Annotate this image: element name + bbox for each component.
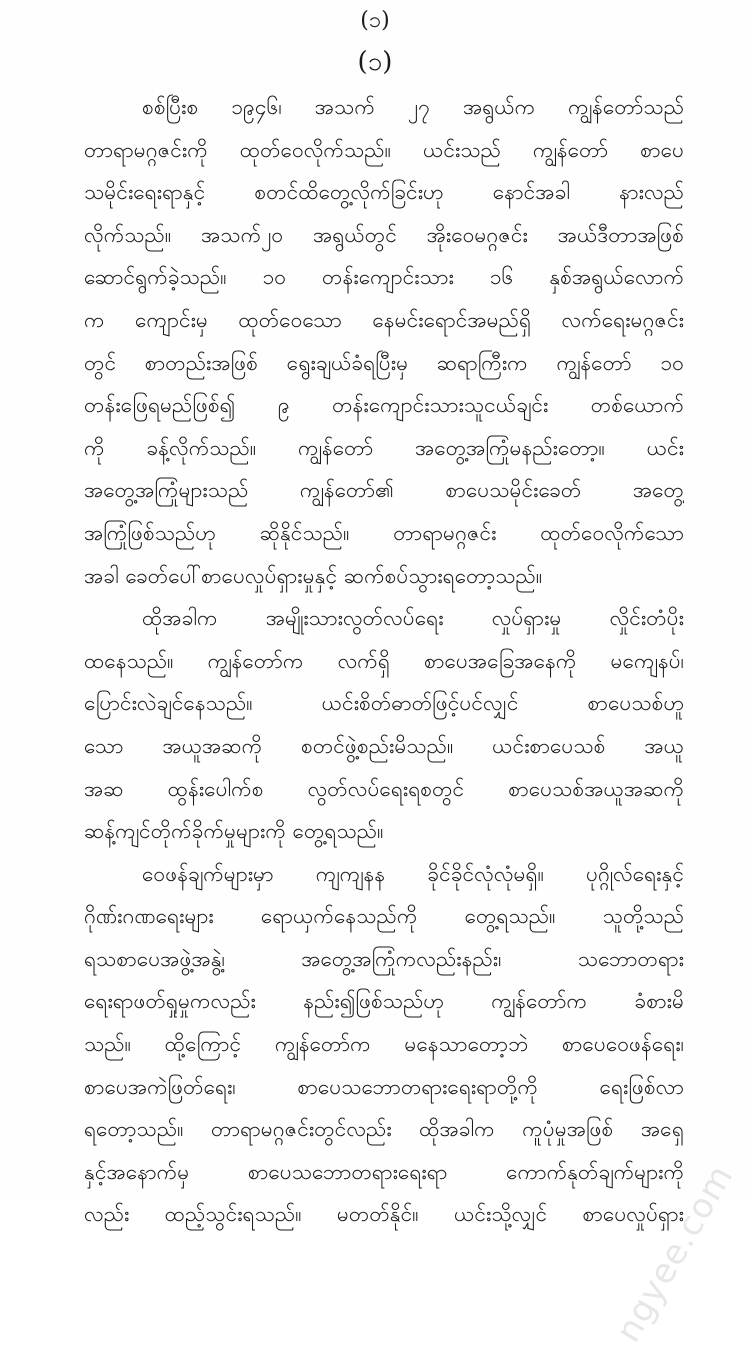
text-line: အတွေ့အကြုံများသည် ကျွန်တော်၏ စာပေသမိုင်းခေတ် အတွေ့: [84, 478, 684, 503]
text-line: နှင့်အနောက်မှ စာပေသဘောတရားရေးရာ ကောက်နုတ်ချက်များကို: [84, 1159, 684, 1184]
text-line: ရသစာပေအဖွဲ့အနွဲ့၊ အတွေ့အကြုံကလည်းနည်း၊ သဘောတရား: [84, 946, 684, 971]
page-number: (၁): [360, 8, 390, 33]
text-line: လိုက်သည်။ အသက်၂၀ အရွယ်တွင် အိုးဝေမဂ္ဂဇင်း အယ်ဒီတာအဖြစ်: [84, 222, 684, 247]
text-line: ဆန့်ကျင်တိုက်ခိုက်မှုများကို တွေ့ရသည်။: [84, 819, 384, 844]
text-line: လည်း ထည့်သွင်းရသည်။ မတတ်နိုင်။ ယင်းသို့လျှင် စာပေလှုပ်ရှား: [84, 1202, 684, 1227]
text-line: အကြုံဖြစ်သည်ဟု ဆိုနိုင်သည်။ တာရာမဂ္ဂဇင်း ထုတ်ဝေလိုက်သော: [84, 520, 684, 545]
text-line: တန်းဖြေရမည်ဖြစ်၍ ၉ တန်းကျောင်းသားသူငယ်ချင်း တစ်ယောက်: [84, 393, 684, 418]
text-line: ထနေသည်။ ကျွန်တော်က လက်ရှိ စာပေအခြေအနေကို မကျေနပ်၊: [84, 648, 684, 673]
text-line: ဆောင်ရွက်ခဲ့သည်။ ၁၀ တန်းကျောင်းသား ၁၆ နှစ်အရွယ်လောက်: [84, 265, 684, 290]
text-line: ဂိုဏ်းဂဏရေးများ ရောယှက်နေသည်ကို တွေ့ရသည်။ သူတို့သည်: [84, 904, 684, 929]
watermark: ngyee.com: [608, 1158, 742, 1349]
text-line: ထိုအခါက အမျိုးသားလွတ်လပ်ရေး လှုပ်ရှားမှု လှိုင်းတံပိုး: [142, 606, 684, 631]
text-line: အခါ ခေတ်ပေါ်စာပေလှုပ်ရှားမှုနှင့် ဆက်စပ်သွားရတော့သည်။: [84, 563, 543, 588]
text-line: ရတော့သည်။ တာရာမဂ္ဂဇင်းတွင်လည်း ထိုအခါက ကူပုံမှုအဖြစ် အရှေ့: [84, 1117, 684, 1142]
text-line: ရေးရာဖတ်ရှုမှုကလည်း နည်း၍ဖြစ်သည်ဟု ကျွန်တော်က ခံစားမိ: [84, 989, 684, 1014]
text-line: တာရာမဂ္ဂဇင်းကို ထုတ်ဝေလိုက်သည်။ ယင်းသည် ကျွန်တော် စာပေ: [84, 137, 684, 162]
text-line: သည်။ ထို့ကြောင့် ကျွန်တော်က မနေသာတော့ဘဲ စာပေဝေဖန်ရေး၊: [84, 1032, 684, 1057]
body-text: [84, 86, 684, 1236]
text-line: ပြောင်းလဲချင်နေသည်။ ယင်းစိတ်ဓာတ်ဖြင့်ပင်လျှင် စာပေသစ်ဟူ: [84, 691, 684, 716]
chapter-number: (၁): [357, 47, 393, 77]
text-line: သော အယူအဆကို စတင်ဖွဲ့စည်းမိသည်။ ယင်းစာပေသစ် အယူ: [84, 733, 684, 758]
text-line: စစ်ပြီးစ ၁၉၄၆၊ အသက် ၂၇ အရွယ်က ကျွန်တော်သည်: [142, 95, 684, 119]
text-line: စာပေအကဲဖြတ်ရေး၊ စာပေသဘောတရားရေးရာတို့ကို ရေးဖြစ်လာ: [84, 1074, 684, 1099]
text-line: ဝေဖန်ချက်များမှာ ကျကျနန ခိုင်ခိုင်လုံလုံမရှိ။ ပုဂ္ဂိုလ်ရေးနှင့်: [142, 861, 684, 886]
text-line: ကို ခန့်လိုက်သည်။ ကျွန်တော် အတွေ့အကြုံမနည်းတော့။ ယင်း: [84, 435, 684, 460]
text-line: သမိုင်းရေးရာနှင့် စတင်ထိတွေ့လိုက်ခြင်းဟု နောင်အခါ နားလည်: [84, 180, 684, 205]
text-line: က ကျောင်းမှ ထုတ်ဝေသော နေမင်းရောင်အမည်ရှိ လက်ရေးမဂ္ဂဇင်း: [84, 307, 684, 332]
text-line: အဆ ထွန်းပေါက်စ လွတ်လပ်ရေးရစတွင် စာပေသစ်အယူအဆကို: [84, 776, 684, 801]
text-line: တွင် စာတည်းအဖြစ် ရွေးချယ်ခံရပြီးမှ ဆရာကြီးက ကျွန်တော် ၁၀: [84, 350, 684, 375]
